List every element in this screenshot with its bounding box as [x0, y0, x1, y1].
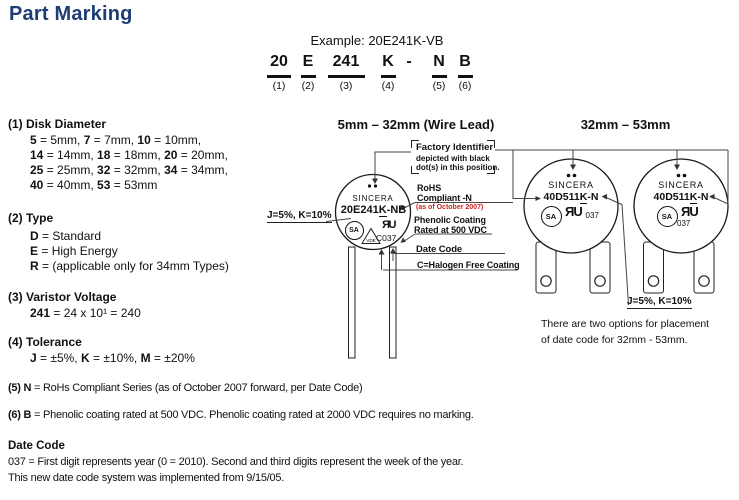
part-tolerance-code: K	[579, 190, 588, 203]
breakdown-underline	[458, 75, 473, 78]
breakdown-col-3	[323, 52, 369, 92]
section-disk-diameter-heading: (1) Disk Diameter	[8, 117, 107, 131]
ul-logo-icon	[382, 219, 397, 231]
section-tolerance-heading: (4) Tolerance	[8, 335, 82, 349]
breakdown-code: B	[459, 53, 471, 70]
phenolic-annotation-line-2: Rated at 500 VDC	[414, 224, 487, 235]
section-varistor-voltage-heading: (3) Varistor Voltage	[8, 290, 117, 304]
rohs-annotation-line-1: RoHS	[417, 183, 442, 193]
breakdown-col-1	[264, 52, 294, 92]
disk-diameter-line: 5 = 5mm, 7 = 7mm, 10 = 10mm,	[30, 133, 202, 147]
disc-date-code: 037	[677, 219, 691, 228]
disk-diameter-line: 14 = 14mm, 18 = 18mm, 20 = 20mm,	[30, 148, 228, 162]
type-line: D = Standard	[30, 229, 102, 243]
tab-hole	[699, 276, 709, 286]
varistor-voltage-line: 241 = 24 x 10¹ = 240	[30, 306, 141, 320]
ul-logo-icon	[565, 204, 583, 219]
wire-lead-left	[349, 247, 356, 358]
csa-logo-icon	[541, 206, 562, 227]
disc-part-number	[531, 191, 611, 203]
breakdown-number: (6)	[458, 79, 472, 92]
part-prefix: 40D511	[543, 190, 580, 203]
date-code-line-1: 037 = First digit represents year (0 = 2010). Second and third digits represent the week of the year.	[8, 456, 464, 468]
vde-logo-text: VDE	[366, 237, 376, 243]
tolerance-label-left: J=5%, K=10%	[267, 210, 332, 221]
phenolic-annotation-line-1: Phenolic Coating	[414, 215, 486, 225]
halogen-annotation: C=Halogen Free Coating	[417, 259, 520, 270]
breakdown-underline	[328, 75, 365, 78]
part-prefix: 20E241	[340, 204, 379, 216]
rohs-annotation-line-2: Compliant -N	[417, 193, 472, 203]
csa-logo-icon	[345, 221, 364, 240]
breakdown-number: (2)	[301, 79, 315, 92]
part-suffix: -N	[587, 190, 599, 203]
breakdown-code: E	[302, 53, 314, 70]
disk-diameter-line: 25 = 25mm, 32 = 32mm, 34 = 34mm,	[30, 163, 228, 177]
csa-logo-text: SA	[349, 226, 359, 234]
csa-logo-icon	[657, 206, 678, 227]
disc-date-code: 037	[585, 210, 599, 220]
ul-logo-icon	[681, 204, 699, 219]
tab-hole	[648, 276, 658, 286]
disk-diameter-line: 40 = 40mm, 53 = 53mm	[30, 178, 158, 192]
rohs-date-note: (as of October 2007)	[416, 203, 484, 211]
ul-logo-r: R	[681, 204, 691, 219]
breakdown-code: 20	[270, 53, 288, 70]
breakdown-underline	[301, 75, 316, 78]
disc-brand: SINCERA	[352, 193, 394, 203]
diagram-right-heading: 32mm – 53mm	[580, 117, 671, 132]
example-label: Example: 20E241K-VB	[310, 33, 444, 48]
breakdown-code: N	[433, 53, 445, 70]
disc-part-number	[336, 204, 411, 216]
breakdown-underline	[267, 75, 291, 78]
note-6: (6) B = Phenolic coating rated at 500 VDC. Phenolic coating rated at 2000 VDC requires no marking.	[8, 409, 474, 421]
breakdown-col-2	[295, 52, 321, 92]
tolerance-label-right: J=5%, K=10%	[627, 296, 692, 307]
factory-box-line: depicted with black	[416, 154, 490, 163]
disc-part-number	[641, 191, 721, 203]
factory-box-line: dot(s) in this position.	[416, 163, 500, 172]
diagram-left-heading: 5mm – 32mm (Wire Lead)	[337, 117, 495, 132]
breakdown-underline	[432, 75, 447, 78]
section-type-heading: (2) Type	[8, 211, 54, 225]
factory-identifier-box	[411, 140, 500, 174]
csa-logo-text: SA	[545, 211, 557, 221]
part-prefix: 40D511	[653, 190, 690, 203]
part-suffix: -N	[697, 190, 709, 203]
placement-note	[541, 316, 709, 348]
tab-hole	[595, 276, 605, 286]
ul-logo-u: U	[689, 204, 699, 219]
breakdown-underline	[381, 75, 396, 78]
part-tolerance-code: K	[378, 204, 387, 216]
disc-date-code: C037	[376, 232, 397, 243]
date-code-heading: Date Code	[8, 440, 65, 452]
breakdown-number: (1)	[272, 79, 286, 92]
disc-brand: SINCERA	[548, 179, 594, 190]
csa-logo-text: SA	[661, 211, 673, 221]
placement-note-line-2: of date code for 32mm - 53mm.	[541, 334, 688, 346]
breakdown-number: (4)	[381, 79, 395, 92]
factory-box-title: Factory Identifier	[416, 142, 494, 153]
ul-logo-u: U	[573, 204, 583, 219]
breakdown-number: (3)	[339, 79, 353, 92]
type-line: E = High Energy	[30, 244, 118, 258]
wire-lead-right	[390, 247, 397, 358]
disc-brand: SINCERA	[658, 179, 704, 190]
ul-logo-r: R	[565, 204, 575, 219]
note-5: (5) N = RoHs Compliant Series (as of October 2007 forward, per Date Code)	[8, 382, 363, 394]
breakdown-code: 241	[332, 53, 360, 70]
part-suffix: -NB	[386, 204, 407, 216]
tolerance-line: J = ±5%, K = ±10%, M = ±20%	[30, 351, 195, 365]
date-code-line-2: This new date code system was implemented from 9/15/05.	[8, 472, 285, 484]
breakdown-number: (5)	[432, 79, 446, 92]
date-code-annotation: Date Code	[416, 243, 463, 255]
page-title: Part Marking	[9, 3, 133, 25]
breakdown-code: K	[382, 53, 394, 70]
ul-logo-r: R	[381, 219, 390, 231]
placement-note-line-1: There are two options for placement	[541, 318, 710, 330]
type-line: R = (applicable only for 34mm Types)	[30, 259, 229, 273]
part-tolerance-code: K	[689, 190, 698, 203]
ul-logo-u: U	[388, 219, 397, 231]
breakdown-col-6	[450, 52, 480, 92]
breakdown-code: -	[406, 53, 412, 70]
tab-hole	[541, 276, 551, 286]
breakdown-col-dash	[399, 52, 419, 72]
